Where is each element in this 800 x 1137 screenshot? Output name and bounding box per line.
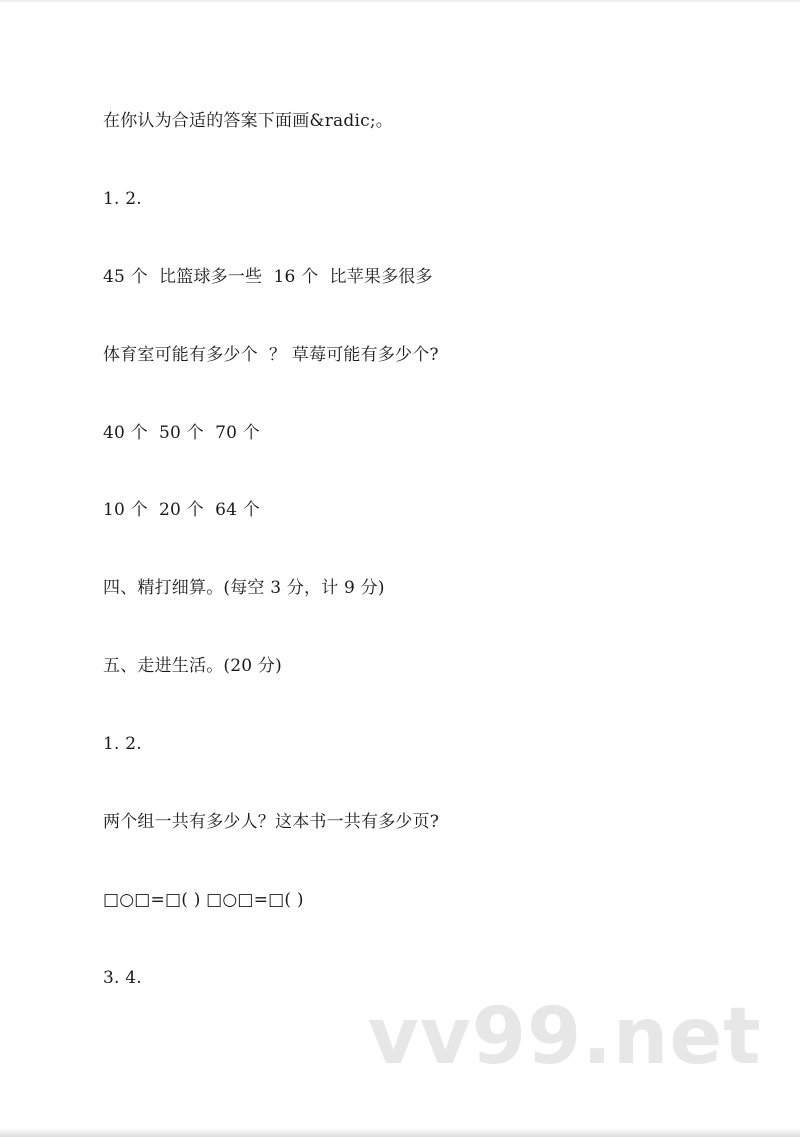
question-numbers-1-2-b: 1. 2. <box>103 734 142 754</box>
quantity-descriptions: 45 个 比篮球多一些 16 个 比苹果多很多 <box>103 267 433 287</box>
question-numbers-3-4: 3. 4. <box>103 968 142 988</box>
instruction-line: 在你认为合适的答案下面画&radic;。 <box>103 111 393 131</box>
word-problem-questions: 两个组一共有多少人？这本书一共有多少页? <box>103 812 440 832</box>
question-numbers-1-2: 1. 2. <box>103 189 142 209</box>
answer-options-1: 40 个 50 个 70 个 <box>103 423 260 443</box>
watermark-logo: vv99.net <box>368 992 762 1082</box>
page-bottom-edge <box>0 1128 800 1137</box>
answer-options-2: 10 个 20 个 64 个 <box>103 500 260 520</box>
section-four-heading: 四、精打细算。(每空 3 分，计 9 分) <box>103 578 385 598</box>
page-top-edge <box>0 0 800 3</box>
question-line: 体育室可能有多少个 ？ 草莓可能有多少个? <box>103 345 439 365</box>
equation-blanks: □○□=□( ) □○□=□( ) <box>103 890 304 910</box>
section-five-heading: 五、走进生活。(20 分) <box>103 656 282 676</box>
